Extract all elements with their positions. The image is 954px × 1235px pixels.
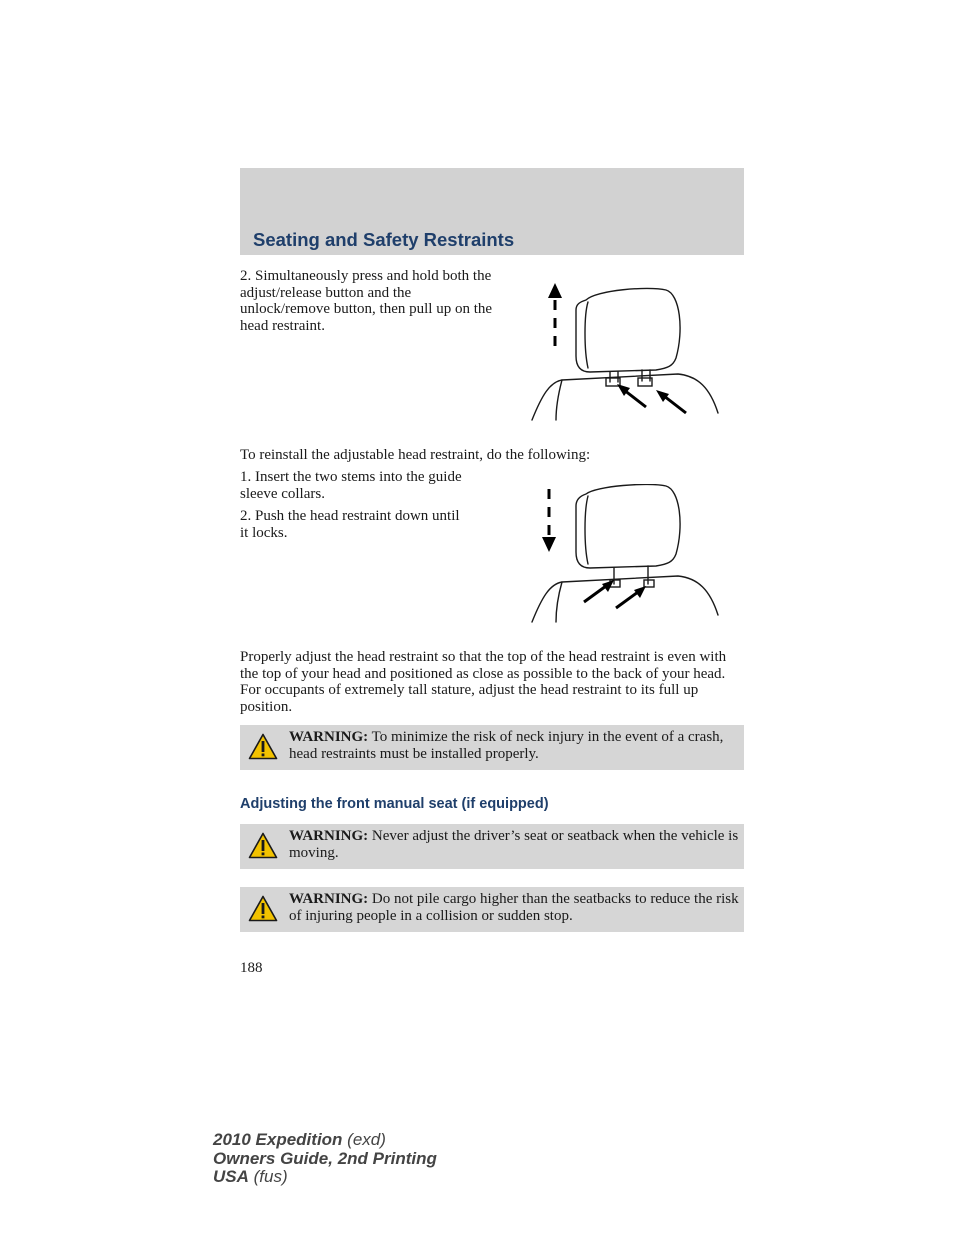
warning-box	[240, 725, 744, 770]
warning-triangle-icon	[248, 895, 278, 922]
warning-text	[289, 729, 739, 762]
head-restraint-pull-up-illustration	[528, 280, 724, 425]
reinstall-step-2: 2. Push the head restraint down until it locks.	[240, 508, 460, 541]
warning-body: To minimize the risk of neck injury in the event of a crash, head restraints must be installed properly.	[289, 729, 724, 762]
warning-body: Do not pile cargo higher than the seatbacks to reduce the risk of injuring people in a collision or sudden stop.	[289, 891, 739, 924]
warning-triangle-icon	[248, 733, 278, 760]
warning-label: WARNING:	[289, 729, 369, 745]
warning-box	[240, 887, 744, 932]
warning-box	[240, 824, 744, 869]
adjust-paragraph: Properly adjust the head restraint so that the top of the head restraint is even with the top of your head and positioned as close as possible to the back of your head. For occupants of extremely tall stature, adjust the head restraint to its full up position.	[240, 649, 727, 715]
footer-market-code: (fus)	[253, 1167, 288, 1186]
footer-market: USA	[213, 1167, 249, 1186]
warning-text	[289, 828, 739, 861]
head-restraint-push-down-illustration	[528, 484, 724, 626]
footer-line-1	[213, 1131, 437, 1150]
warning-text	[289, 891, 739, 924]
section-title: Seating and Safety Restraints	[253, 229, 515, 250]
footer-edition: Owners Guide, 2nd Printing	[213, 1148, 437, 1168]
removal-step-2: 2. Simultaneously press and hold both the adjust/release button and the unlock/remove button, then pull up on the head restraint.	[240, 268, 493, 334]
subheading-front-manual-seat: Adjusting the front manual seat (if equipped)	[240, 796, 549, 812]
footer-line-3	[213, 1168, 437, 1187]
reinstall-step-1: 1. Insert the two stems into the guide sleeve collars.	[240, 469, 462, 502]
warning-triangle-icon	[248, 832, 278, 859]
page-number: 188	[240, 960, 263, 976]
document-footer	[213, 1131, 437, 1187]
warning-body: Never adjust the driver’s seat or seatback when the vehicle is moving.	[289, 828, 739, 861]
footer-model: 2010 Expedition	[213, 1130, 343, 1149]
footer-model-code: (exd)	[347, 1130, 386, 1149]
warning-label: WARNING:	[289, 828, 369, 844]
footer-line-2	[213, 1150, 437, 1169]
reinstall-intro: To reinstall the adjustable head restraint, do the following:	[240, 447, 591, 463]
warning-label: WARNING:	[289, 891, 369, 907]
